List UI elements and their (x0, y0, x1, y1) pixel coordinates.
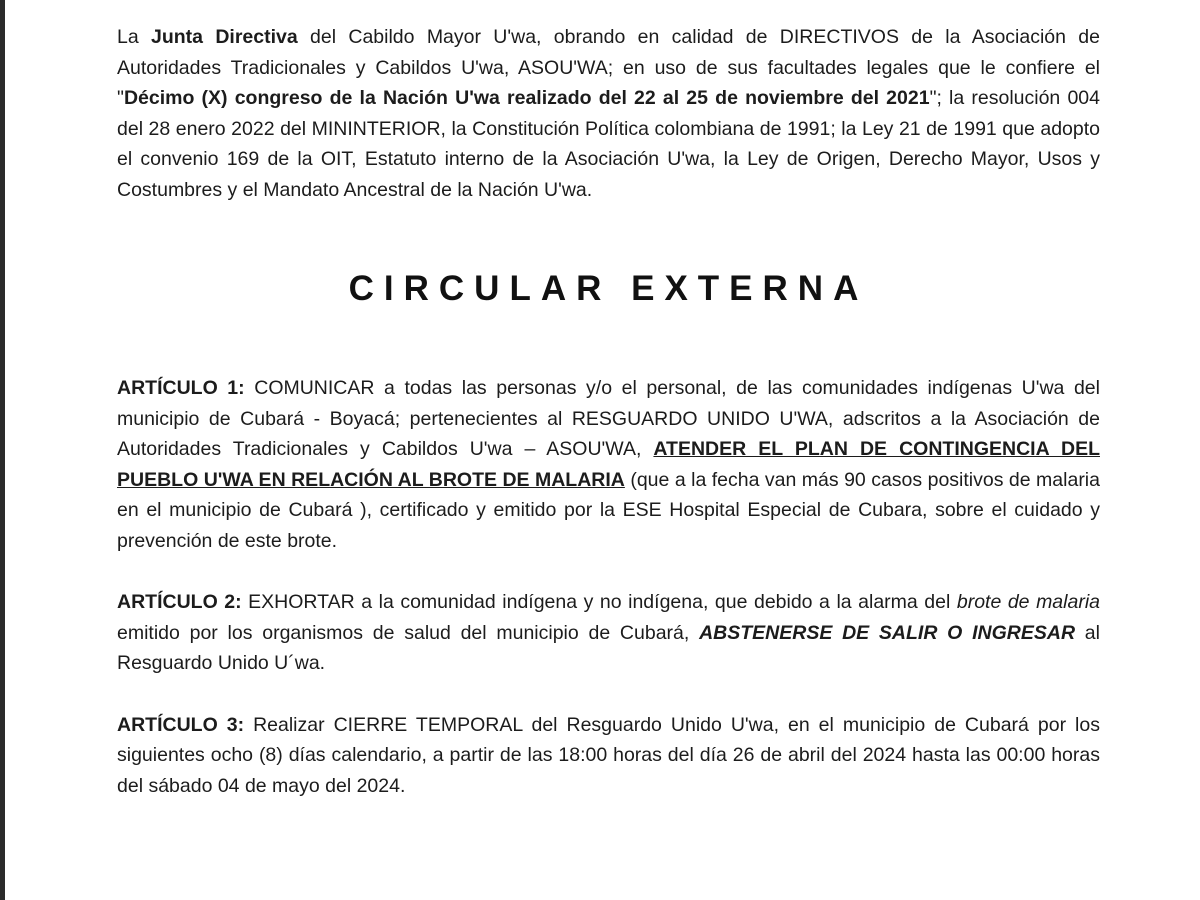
intro-bold-congreso: Décimo (X) congreso de la Nación U'wa realizado del 22 al 25 de noviembre del 2021 (123, 87, 930, 109)
article-1: ARTÍCULO 1: COMUNICAR a todas las personas y/o el personal, de las comunidades indígenas U'wa del municipio de Cubará - Boyacá; pertenecientes al RESGUARDO UNIDO U'WA, adscritos a la Asociación de Autoridades Tradicionales y Cabildos U'wa – ASOU'WA, ATENDER EL PLAN DE CONTINGENCIA DEL PUEBLO U'WA EN RELACIÓN AL BROTE DE MALARIA (que a la fecha van más 90 casos positivos de malaria en el municipio de Cubará ), certificado y emitido por la ESE Hospital Especial de Cubara, sobre el cuidado y prevención de este brote. (117, 377, 1100, 552)
article-2-italic: brote de malaria (956, 591, 1101, 613)
article-2-label: ARTÍCULO 2: (117, 591, 242, 613)
document-page (117, 22, 1100, 801)
article-1-label: ARTÍCULO 1: (117, 377, 245, 399)
document-title: CIRCULAR EXTERNA (348, 269, 869, 308)
article-3: ARTÍCULO 3: Realizar CIERRE TEMPORAL del Resguardo Unido U'wa, en el municipio de Cubará por los siguientes ocho (8) días calendario, a partir de las 18:00 horas del día 26 de abril del 2024 hasta las 00:00 horas del sábado 04 de mayo del 2024. (117, 713, 1100, 797)
intro-paragraph: La Junta Directiva del Cabildo Mayor U'wa, obrando en calidad de DIRECTIVOS de la Asociación de Autoridades Tradicionales y Cabildos U'wa, ASOU'WA; en uso de sus facultades legales que le confiere el "Décimo (X) congreso de la Nación U'wa realizado del 22 al 25 de noviembre del 2021"; la resolución 004 del 28 enero 2022 del MININTERIOR, la Constitución Política colombiana de 1991; la Ley 21 de 1991 que adopto el convenio 169 de la OIT, Estatuto interno de la Asociación U'wa, la Ley de Origen, Derecho Mayor, Usos y Costumbres y el Mandato Ancestral de la Nación U'wa. (117, 26, 1100, 201)
article-1-emphasis: ATENDER EL PLAN DE CONTINGENCIA DEL PUEBLO U'WA EN RELACIÓN AL BROTE DE MALARIA (117, 438, 1100, 491)
intro-bold-junta: Junta Directiva (151, 26, 298, 48)
page-left-edge (0, 0, 5, 900)
article-2-emphasis: ABSTENERSE DE SALIR O INGRESAR (699, 621, 1076, 644)
article-3-label: ARTÍCULO 3: (117, 713, 245, 736)
article-2: ARTÍCULO 2: EXHORTAR a la comunidad indígena y no indígena, que debido a la alarma del brote de malaria emitido por los organismos de salud del municipio de Cubará, ABSTENERSE DE SALIR O INGRESAR al Resguardo Unido U´wa. (117, 591, 1101, 674)
